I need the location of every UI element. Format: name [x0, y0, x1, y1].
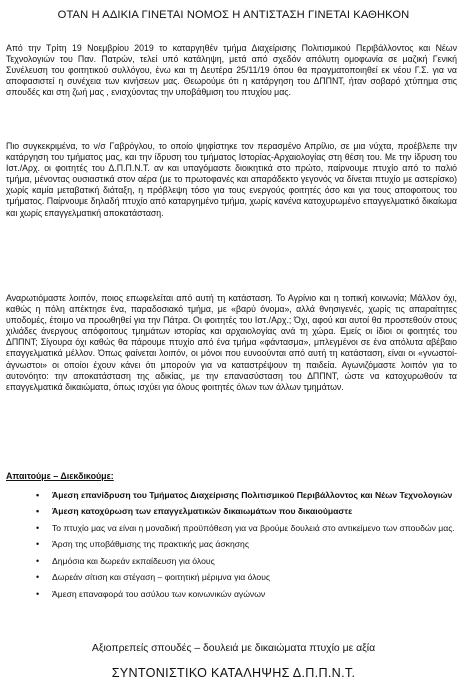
demand-text: Δωρεάν σίτιση και στέγαση – φοιτητική μέριμνα για όλους [52, 572, 271, 583]
demand-item [36, 556, 461, 567]
demands-title: Απαιτούμε – Διεκδικούμε: [6, 471, 114, 481]
demands-list [36, 490, 461, 605]
bullet-icon: • [36, 588, 40, 599]
bullet-icon: • [36, 555, 40, 566]
demand-item [36, 506, 461, 517]
demand-item [36, 490, 461, 501]
bullet-icon: • [36, 506, 40, 517]
demand-item [36, 523, 461, 534]
signature: ΣΥΝΤΟΝΙΣΤΙΚΟ ΚΑΤΑΛΗΨΗΣ Δ.Π.Π.Ν.Τ. [111, 666, 356, 680]
paragraph-occupation: Από την Τρίτη 19 Νοεμβρίου 2019 το καταργηθέν τμήμα Διαχείρισης Πολιτισμικού Περιβάλλοντος και Νέων Τεχνολογιών του Παν. Πατρών, τελεί υπό κατάληψη, μετά από σχεδόν απόλυτη ομοφωνία σε μαζική Γενική Συνέλευση του φοιτητικού συλλόγου, ένω και τη Δευτέρα 25/11/19 όπου θα πραγματοποιηθεί εκ νέου Γ.Σ. για να αποφασιστεί η συνέχεια των κινήσεων μας. Θεωρούμε ότι η κατάργηση του ΔΠΠΝΤ, ήταν σοβαρό χτύπημα στις σπουδές και στη ζωή μας , ενισχύοντας την υποβάθμιση του πτυχίου μας. [6, 43, 457, 98]
demand-item [36, 572, 461, 583]
bullet-icon: • [36, 490, 40, 500]
demand-text: Άμεση κατοχύρωση των επαγγελματικών δικαιωμάτων που δικαιούμαστε [52, 506, 353, 517]
paragraph-law: Πιο συγκεκριμένα, το ν/σ Γαβρόγλου, το οποίο ψηφίστηκε τον περασμένο Απρίλιο, σε μια νύχτα, προέβλεπε την κατάργηση του τμήματος μας, και την ίδρυση του τμήματος Ιστορίας-Αρχαιολογίας στη θέση του. Με την ίδρυση του Ιστ./Αρχ. οι φοιτητές του Δ.Π.Π.Ν.Τ. αν και υπαγόμαστε διοικητικά στο πρώτο, παίρνουμε πτυχίο από το παλιό τμήμα, μένοντας ουσιαστικά στον αέρα (με το πρωτοφανές και απαράδεκτο γεγονός να δίνεται πτυχίο με αστερίσκο) χωρίς καμία μεταβατική διάταξη, η πρόβλεψη τόσο για τους ενεργούς φοιτητές όσο και για τους αποφοιτους του τμήματος. Παίρνουμε δηλαδή πτυχίο από καταργημένο τμήμα, χωρίς κανένα κατοχυρωμένο επαγγελματικό δικαίωμα και χωρίς επαγγελματική αποκατάσταση. [6, 141, 457, 218]
paragraph-who-benefits: Αναρωτιόμαστε λοιπόν, ποιος επωφελείται από αυτή τη κατάσταση. Το Αγρίνιο και η τοπική κοινωνία; Μάλλον όχι, καθώς η πόλη απέκτησε ένα, παραδοσιακό τμήμα, με «βαρύ όνομα», αλλά θνησιγενές, χωρίς τις απαραίτητες υποδομές, έτοιμο να προωθηθεί για την Πάτρα. Οι φοιτητές του Ιστ./Αρχ.; Όχι, αφού και αυτοί θα προστεθούν στους χιλιάδες άνεργους απόφοιτους τμημάτων ιστορίας και αρχαιολογίας ανά τη χώρα. Εμείς οι ίδιοι οι φοιτητές του ΔΠΠΝΤ; Σίγουρα όχι καθώς θα πάρουμε πτυχίο από ένα τμήμα «φάντασμα», μπλεγμένοι σε ένα απόλυτα αβέβαιο επαγγελματικά μέλλον. Όπως φαίνεται λοιπόν, οι μόνοι που ευνοούνται από αυτή τη κατάσταση, είναι οι «γνωστοί-άγνωστοι» οι οποίοι έχουν κάνει ότι μπορούν για να καταστρέψουν τη παιδεία. Αγωνιζόμαστε λοιπόν για το αυτονόητο: την αποκατάσταση της αδικίας, με την επανασύσταση του ΔΠΠΝΤ, ώστε να κατοχυρωθούν τα επαγγελματικά δικαιώματα, όπως ισχύει για όλους φοιτητές όλων των άλλων τμημάτων. [6, 293, 457, 392]
demand-item [36, 539, 461, 550]
demand-text: Δημόσια και δωρεάν εκπαίδευση για όλους [52, 555, 215, 566]
demand-text: Άμεση επαναφορά του ασύλου των κοινωνικών αγώνων [52, 588, 266, 599]
demand-item [36, 589, 461, 600]
demand-text: Άμεση επανίδρυση του Τμήματος Διαχείρισης Πολιτισμικού Περιβάλλοντος και Νέων Τεχνολογιών [52, 490, 453, 500]
bullet-icon: • [36, 572, 40, 583]
slogan: Αξιοπρεπείς σπουδές – δουλειά με δικαιώματα πτυχίο με αξία [91, 643, 376, 654]
demand-text: Το πτυχίο μας να είναι η μοναδική προϋπόθεση για να βρούμε δουλειά στο αντικείμενο των σπουδών μας. [52, 522, 455, 533]
bullet-icon: • [36, 539, 40, 550]
demand-text: Άρση της υποβάθμισης της πρακτικής μας άσκησης [52, 539, 249, 550]
headline: ΟΤΑΝ Η ΑΔΙΚΙΑ ΓΙΝΕΤΑΙ ΝΟΜΟΣ Η ΑΝΤΙΣΤΑΣΗ ΓΙΝΕΤΑΙ ΚΑΘΗΚΟΝ [57, 9, 410, 21]
bullet-icon: • [36, 522, 40, 533]
